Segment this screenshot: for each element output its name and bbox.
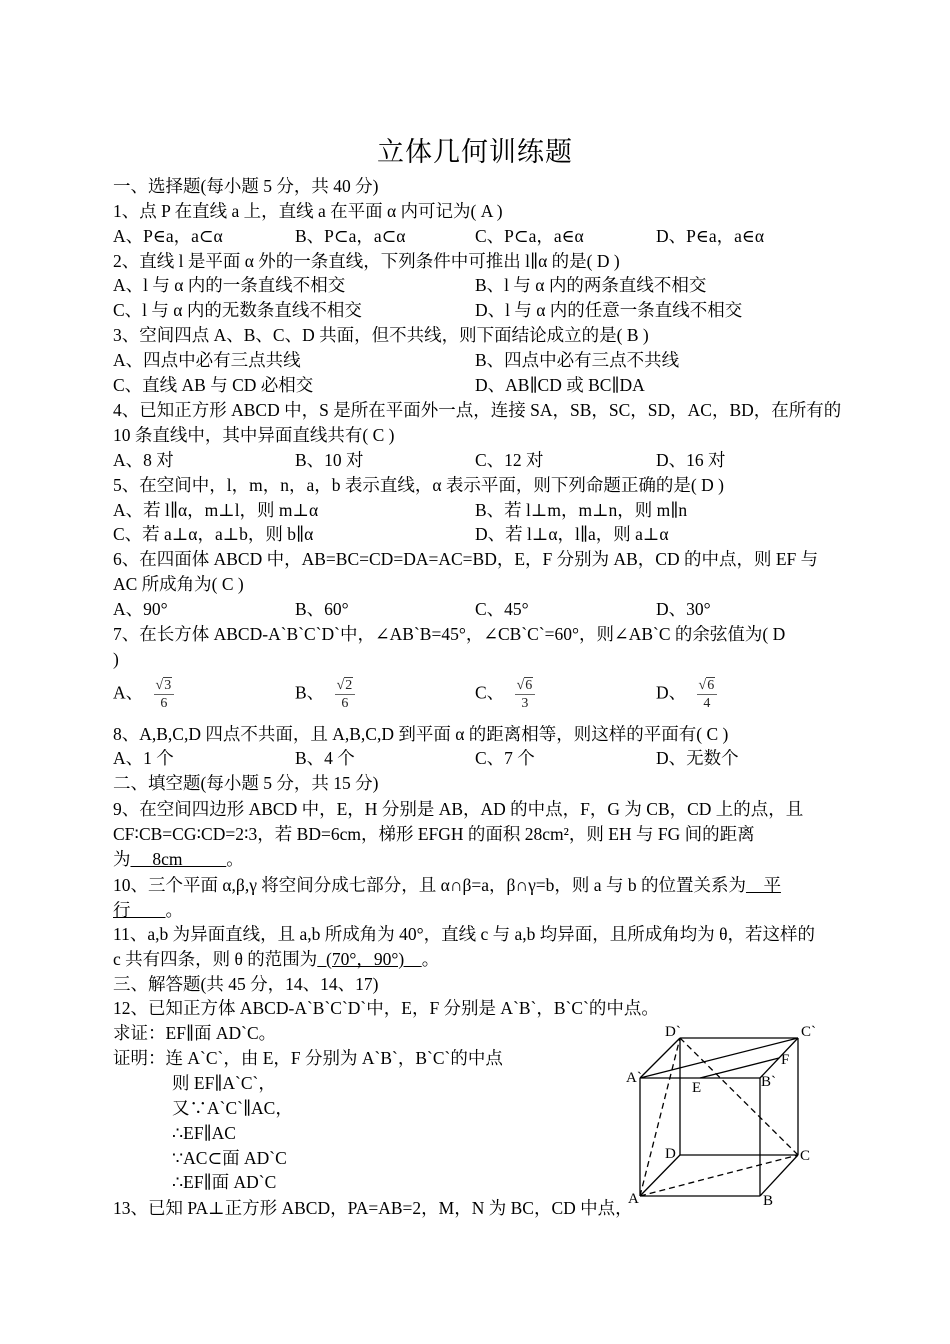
question-8-option-a: A、1 个 [113,748,174,768]
question-2-option-a: A、l 与 α 内的一条直线不相交 [113,275,346,295]
label-d1: D` [665,1024,681,1040]
question-7-option-b-fraction: $\frac{√2}{6}$ [335,677,356,712]
question-7-option-b-numerator: 2 [345,678,353,693]
label-e: E [692,1080,702,1096]
proof-line-1: 证明：连 A`C`，由 E，F 分别为 A`B`，B`C`的中点 [113,1048,503,1068]
segment-a-d1 [640,1038,680,1196]
question-1-option-a: A、P∈a，a⊂α [113,226,223,246]
question-4-stem-line2: 10 条直线中，其中异面直线共有( C ) [113,425,395,445]
question-10-answer-part2: 行 [113,900,166,920]
question-6-option-a: A、90° [113,599,168,619]
question-7-option-c-numerator: 6 [525,678,533,693]
question-5-option-d: D、若 l⊥α，l∥a，则 a⊥α [475,524,669,544]
question-6-stem-line2: AC 所成角为( C ) [113,574,244,594]
question-7-option-b-label: B、 [295,682,325,703]
edge-a1-d1 [640,1038,680,1078]
question-12-stem: 12、已知正方体 ABCD-A`B`C`D`中，E，F 分别是 A`B`，B`C`的中点。 [113,998,659,1018]
label-f: F [781,1052,790,1068]
question-3-stem: 3、空间四点 A、B、C、D 共面，但不共线，则下面结论成立的是( B ) [113,325,649,345]
question-6-option-b: B、60° [295,599,349,619]
section-choice-heading: 一、选择题(每小题 5 分，共 40 分) [113,176,379,196]
question-7-option-a-numerator: 3 [164,678,172,693]
question-1-option-d: D、P∈a，a∈α [656,226,764,246]
label-b: B [763,1193,774,1209]
question-7-stem-line2: ) [113,649,119,669]
question-6-stem-line1: 6、在四面体 ABCD 中，AB=BC=CD=DA=AC=BD，E，F 分别为 AB，CD 的中点，则 EF 与 [113,549,819,569]
question-5-stem: 5、在空间中，l，m，n，a，b 表示直线，α 表示平面，则下列命题正确的是( D ) [113,475,724,495]
question-3-option-a: A、四点中必有三点共线 [113,350,301,370]
question-11-answer: (70°，90°) [317,949,422,969]
question-7-stem-line1: 7、在长方体 ABCD-A`B`C`D`中，∠AB`B=45°，∠CB`C`=60°，则∠AB`C 的余弦值为( D [113,624,786,644]
section-fill-heading: 二、填空题(每小题 5 分，共 15 分) [113,773,379,793]
question-8-option-d: D、无数个 [656,748,739,768]
question-7-option-c-fraction: $\frac{√6}{3}$ [515,677,536,712]
question-4-option-c: C、12 对 [475,450,544,470]
question-9-answer: 8cm [130,849,227,869]
question-1-stem: 1、点 P 在直线 a 上，直线 a 在平面 α 内可记为( A ) [113,201,503,221]
question-7-option-b-denominator: 6 [341,696,349,711]
question-11-line1: 11、a,b 为异面直线，且 a,b 所成角为 40°，直线 c 与 a,b 均异面，且所成角均为 θ，若这样的 [113,924,816,944]
proof-line-5: ∵AC⊂面 AD`C [172,1148,287,1168]
question-7-option-c-denominator: 3 [521,696,529,711]
question-7-option-d-fraction: $\frac{√6}{4}$ [697,677,718,712]
question-4-option-b: B、10 对 [295,450,364,470]
question-11-suffix: 。 [421,949,440,969]
label-c: C [800,1148,811,1164]
proof-line-2: 则 EF∥A`C`， [172,1073,276,1093]
question-4-option-a: A、8 对 [113,450,174,470]
question-2-option-b: B、l 与 α 内的两条直线不相交 [475,275,707,295]
question-2-option-c: C、l 与 α 内的无数条直线不相交 [113,300,362,320]
question-5-option-a: A、若 l∥α，m⊥l，则 m⊥α [113,500,319,520]
question-11-text: c 共有四条，则 θ 的范围为 [113,949,318,969]
question-7-option-a-fraction: $\frac{√3}{6}$ [154,677,175,712]
question-7-option-d-numerator: 6 [707,678,715,693]
question-9-line3-suffix: 。 [226,849,244,869]
question-3-option-b: B、四点中必有三点不共线 [475,350,680,370]
segment-a-c [640,1155,798,1196]
section-answer-heading: 三、解答题(共 45 分，14、14、17) [113,974,379,994]
page-title: 立体几何训练题 [377,137,573,167]
question-13-stem: 13、已知 PA⊥正方形 ABCD，PA=AB=2，M，N 为 BC，CD 中点， [113,1198,633,1218]
question-9-line1: 9、在空间四边形 ABCD 中，E，H 分别是 AB，AD 的中点，F，G 为 CB，CD 上的点，且 [113,799,804,819]
proof-line-6: ∴EF∥面 AD`C [172,1172,277,1192]
question-10-answer-part1: 平 [745,875,781,895]
question-8-option-b: B、4 个 [295,748,355,768]
label-c1: C` [801,1024,816,1040]
question-2-option-d: D、l 与 α 内的任意一条直线不相交 [475,300,743,320]
question-6-option-d: D、30° [656,599,711,619]
question-10-suffix: 。 [165,900,183,920]
question-3-option-c: C、直线 AB 与 CD 必相交 [113,375,314,395]
question-3-option-d: D、AB∥CD 或 BC∥DA [475,375,645,395]
question-9-line3-prefix: 为 [113,849,131,869]
question-4-option-d: D、16 对 [656,450,726,470]
question-1-option-c: C、P⊂a，a∈α [475,226,584,246]
proof-line-4: ∴EF∥AC [172,1123,236,1143]
question-8-option-c: C、7 个 [475,748,535,768]
label-d: D [665,1146,676,1162]
question-7-option-d-denominator: 4 [703,696,711,711]
question-8-stem: 8、A,B,C,D 四点不共面，且 A,B,C,D 到平面 α 的距离相等，则这样的平面有( C ) [113,724,729,744]
question-5-option-b: B、若 l⊥m，m⊥n，则 m∥n [475,500,688,520]
question-1-option-b: B、P⊂a，a⊂α [295,226,406,246]
question-2-stem: 2、直线 l 是平面 α 外的一条直线，下列条件中可推出 l∥α 的是( D ) [113,251,620,271]
question-10-text: 10、三个平面 α,β,γ 将空间分成七部分，且 α∩β=a，β∩γ=b，则 a 与 b 的位置关系为 [113,875,746,895]
question-6-option-c: C、45° [475,599,529,619]
question-5-option-c: C、若 a⊥α，a⊥b，则 b∥α [113,524,314,544]
label-a1: A` [626,1070,642,1086]
question-12-prove: 求证：EF∥面 AD`C。 [113,1023,277,1043]
question-7-option-a-label: A、 [113,682,144,703]
question-4-stem-line1: 4、已知正方形 ABCD 中，S 是所在平面外一点，连接 SA，SB，SC，SD，AC，BD，在所有的 [113,400,842,420]
question-9-line2: CF∶CB=CG∶CD=2∶3，若 BD=6cm，梯形 EFGH 的面积 28cm²，则 EH 与 FG 间的距离 [113,824,755,844]
question-7-option-c-label: C、 [475,682,505,703]
proof-line-3: 又∵A`C`∥AC， [172,1098,293,1118]
question-7-option-a-denominator: 6 [160,696,168,711]
edge-b-c [760,1155,798,1196]
question-7-option-d-label: D、 [656,682,687,703]
label-a: A [628,1191,639,1207]
label-b1: B` [761,1074,776,1090]
segment-a1-c1 [640,1038,798,1078]
